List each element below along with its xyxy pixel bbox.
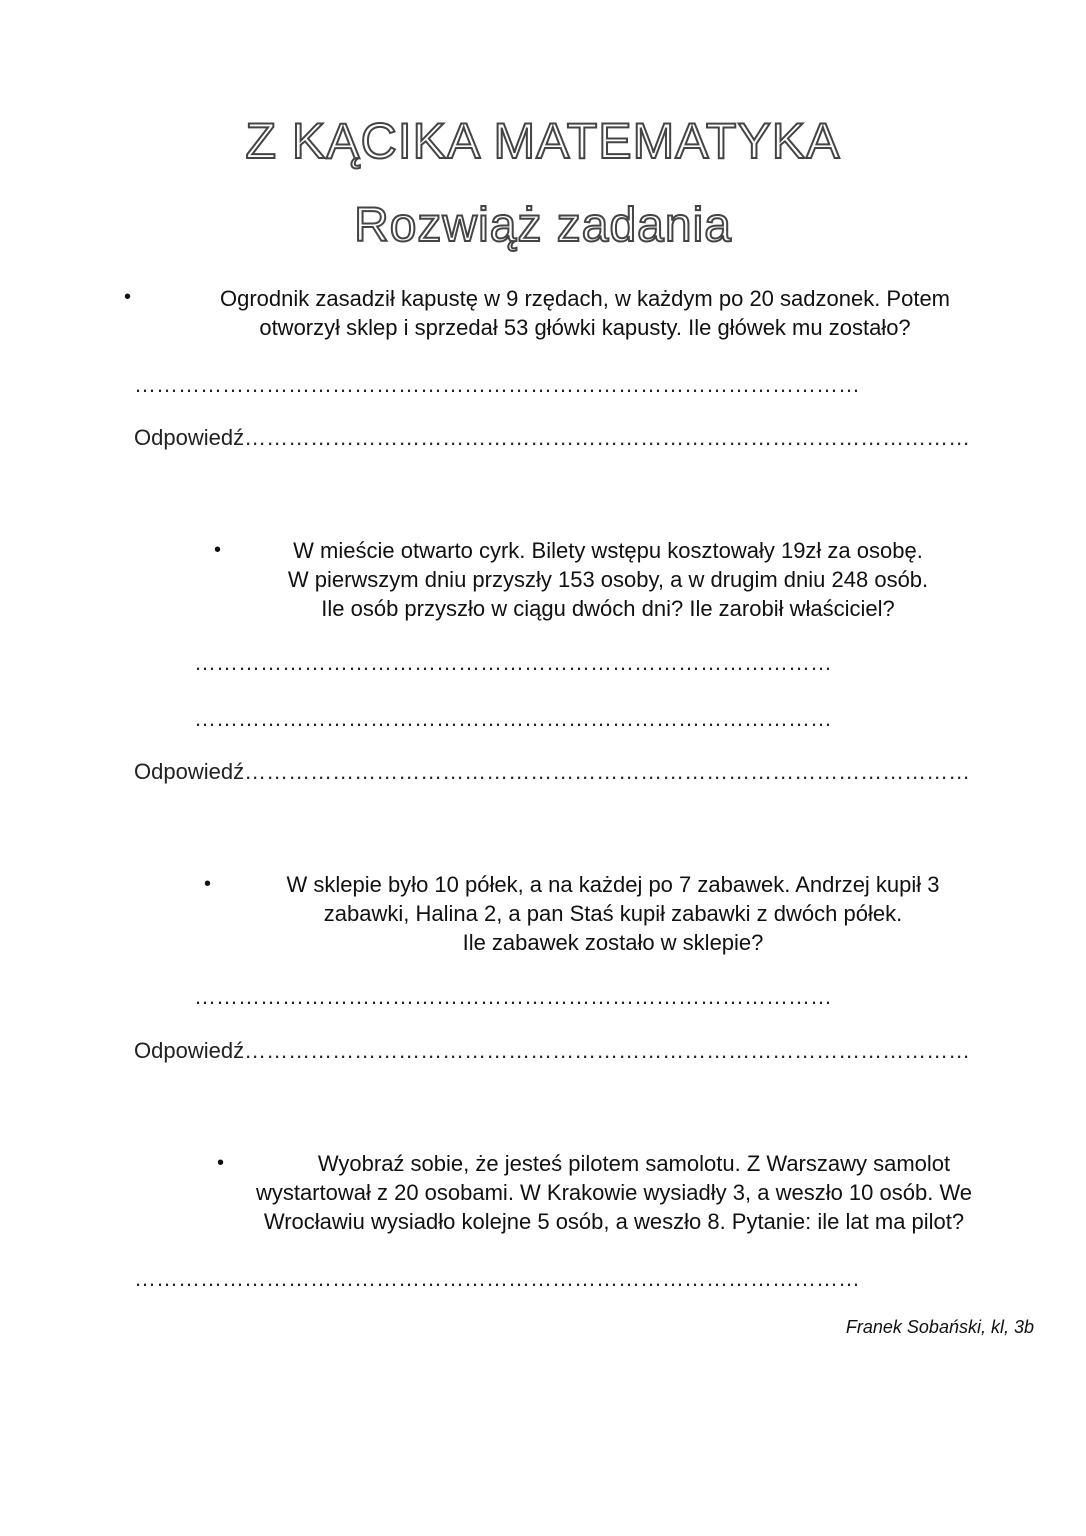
work-line[interactable]: …………………………………………………………………………… <box>194 984 832 1009</box>
answer-line[interactable] <box>134 1038 1034 1064</box>
answer-line[interactable] <box>134 425 1034 451</box>
answer-label: Odpowiedź <box>134 425 245 450</box>
bullet-icon: • <box>217 1152 225 1174</box>
answer-label: Odpowiedź <box>134 1038 245 1063</box>
answer-dots: ……………………………………………………………………………………… <box>244 425 971 450</box>
task-3-line-1: W sklepie było 10 półek, a na każdej po 7 zabawek. Andrzej kupił 3 <box>286 872 940 897</box>
work-line[interactable]: …………………………………………………………………………… <box>194 706 832 731</box>
task-4 <box>196 1149 1032 1236</box>
task-2-line-1: W mieście otwarto cyrk. Bilety wstępu kosztowały 19zł za osobę. <box>293 538 923 563</box>
answer-dots: ……………………………………………………………………………………… <box>244 759 971 784</box>
task-2-line-2: W pierwszym dniu przyszły 153 osoby, a w drugim dniu 248 osób. <box>287 567 929 592</box>
answer-label: Odpowiedź <box>134 759 245 784</box>
bullet-icon: • <box>204 873 212 895</box>
author-signature: Franek Sobański, kl, 3b <box>845 1317 1034 1337</box>
work-line[interactable]: ……………………………………………………………………………………… <box>134 372 860 397</box>
page-subtitle: Rozwiąż zadania <box>354 199 732 252</box>
task-1-line-2: otworzył sklep i sprzedał 53 główki kapusty. Ile główek mu zostało? <box>259 315 911 340</box>
task-3-line-3: Ile zabawek zostało w sklepie? <box>462 930 764 955</box>
answer-line[interactable] <box>134 759 1034 785</box>
bullet-icon: • <box>124 286 132 308</box>
task-1 <box>150 284 1020 342</box>
task-2-line-3: Ile osób przyszło w ciągu dwóch dni? Ile zarobił właściciel? <box>321 596 895 621</box>
task-4-line-1: Wyobraź sobie, że jesteś pilotem samolotu. Z Warszawy samolot <box>317 1151 951 1176</box>
task-2 <box>236 536 980 623</box>
task-3-line-2: zabawki, Halina 2, a pan Staś kupił zabawki z dwóch półek. <box>323 901 903 926</box>
task-3 <box>226 870 1000 957</box>
work-line[interactable]: …………………………………………………………………………… <box>194 650 832 675</box>
task-4-line-3: Wrocławiu wysiadło kolejne 5 osób, a weszło 8. Pytanie: ile lat ma pilot? <box>263 1209 965 1234</box>
task-1-line-1: Ogrodnik zasadził kapustę w 9 rzędach, w każdym po 20 sadzonek. Potem <box>219 286 951 311</box>
task-4-line-2: wystartował z 20 osobami. W Krakowie wysiadły 3, a weszło 10 osób. We <box>255 1180 973 1205</box>
bullet-icon: • <box>214 539 222 561</box>
page-title: Z KĄCIKA MATEMATYKA <box>245 113 841 169</box>
work-line[interactable]: ……………………………………………………………………………………… <box>134 1266 860 1291</box>
answer-dots: ……………………………………………………………………………………… <box>244 1038 971 1063</box>
